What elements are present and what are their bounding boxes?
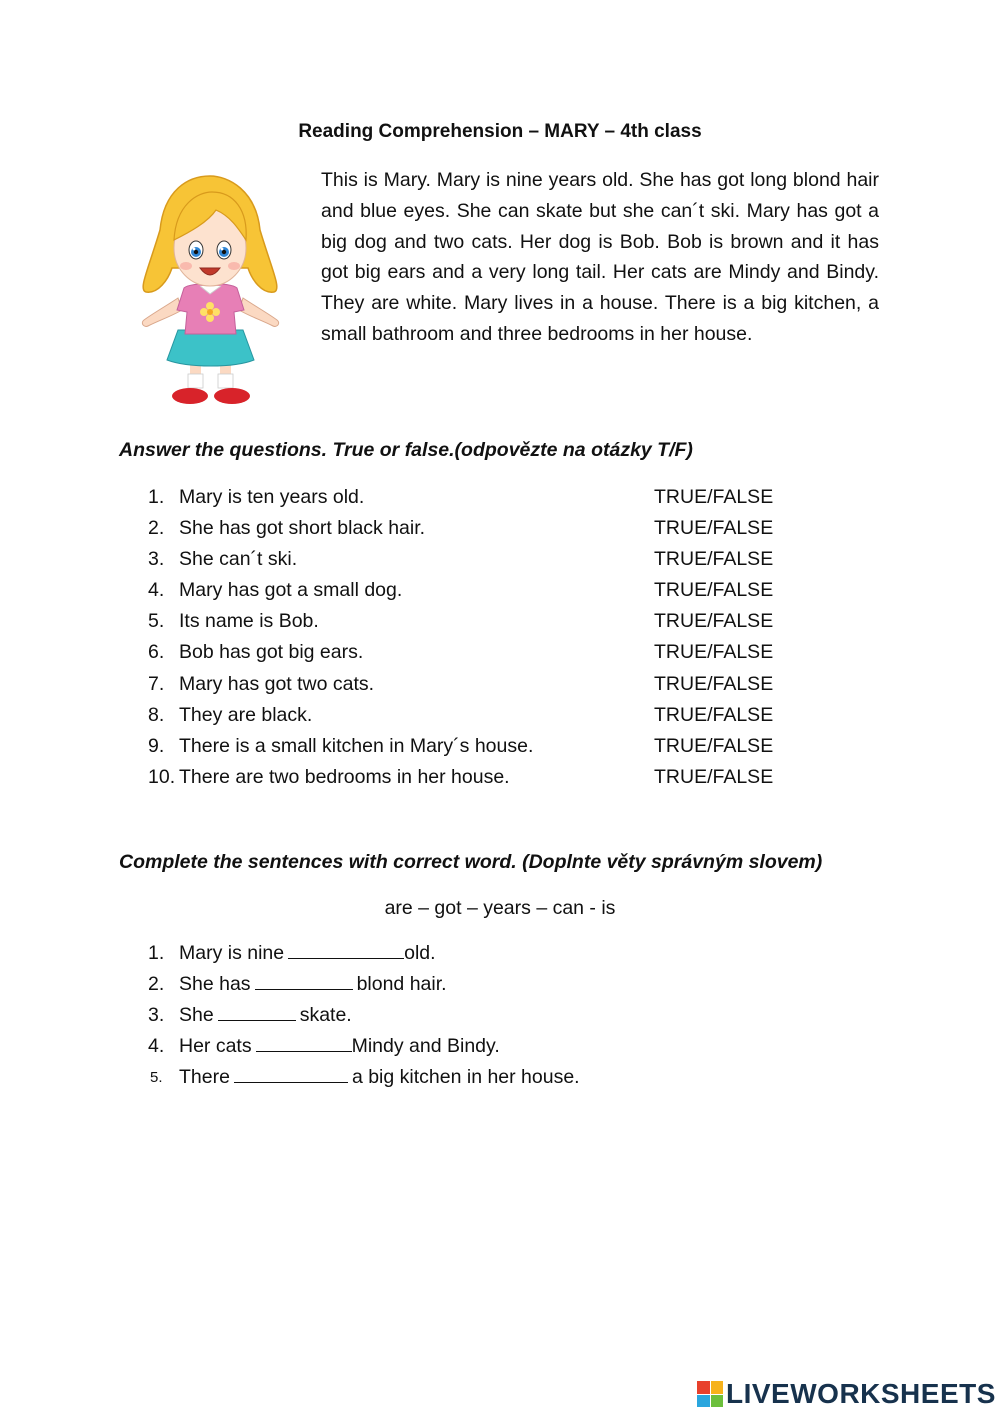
item-number: 1.	[148, 486, 165, 508]
item-number: 7.	[148, 672, 165, 695]
true-false-list	[148, 482, 798, 793]
sentence-start: Her cats	[179, 1035, 252, 1058]
true-false-answer[interactable]: TRUE/FALSE	[654, 610, 774, 633]
sentence-end: a big kitchen in her house.	[351, 1066, 580, 1089]
statement-text: She has got short black hair.	[179, 517, 426, 540]
complete-sentences-instruction: Complete the sentences with correct word. (Doplnte věty správným slovem)	[119, 851, 823, 873]
reading-passage: This is Mary. Mary is nine years old. She has got long blond hair and blue eyes. She can skate but she can´t ski. Mary has got a big dog and two cats. Her dog is Bob. Bob is brown and it has got big ears and a very long tail. Her cats are Mindy and Bindy. They are white. Mary lives in a house. There is a big kitchen, a small bathroom and three bedrooms in her house.	[321, 169, 879, 345]
list-item	[148, 575, 798, 606]
item-number: 10.	[148, 765, 176, 788]
statement-text: Mary is ten years old.	[179, 486, 365, 508]
list-item	[148, 482, 798, 513]
mary-illustration	[138, 170, 283, 412]
statement-text: They are black.	[179, 703, 313, 726]
true-false-answer[interactable]: TRUE/FALSE	[654, 641, 774, 664]
list-item	[148, 544, 798, 575]
answer-blank[interactable]	[218, 1002, 296, 1021]
statement-text: Its name is Bob.	[179, 610, 319, 633]
true-false-answer[interactable]: TRUE/FALSE	[654, 734, 774, 757]
statement-text: There are two bedrooms in her house.	[179, 765, 510, 788]
sentence-start: There	[179, 1066, 230, 1089]
statement-text: Mary has got two cats.	[179, 672, 375, 695]
item-number: 6.	[148, 641, 165, 664]
answer-blank[interactable]	[256, 1033, 352, 1052]
item-number: 2.	[148, 973, 165, 996]
logo-icon	[697, 1381, 723, 1407]
item-number: 2.	[148, 517, 165, 540]
statement-text: Mary has got a small dog.	[179, 579, 403, 602]
statement-text: There is a small kitchen in Mary´s house.	[179, 734, 534, 757]
true-false-instruction: Answer the questions. True or false.(odpovězte na otázky T/F)	[119, 439, 693, 461]
list-item	[148, 637, 798, 668]
true-false-answer[interactable]: TRUE/FALSE	[654, 579, 774, 602]
sentence-end: blond hair.	[356, 973, 447, 996]
item-number: 5.	[150, 1069, 163, 1087]
sentence-start: She	[179, 1004, 214, 1027]
item-number: 3.	[148, 548, 165, 571]
sentence-end: old.	[404, 942, 436, 964]
list-item	[148, 606, 798, 637]
sentence-end: Mindy and Bindy.	[351, 1035, 500, 1058]
list-item	[148, 669, 798, 700]
sentence-start: Mary is nine	[179, 942, 285, 964]
logo-text: LIVEWORKSHEETS	[726, 1378, 996, 1409]
true-false-answer[interactable]: TRUE/FALSE	[654, 765, 774, 788]
list-item	[148, 762, 798, 793]
answer-blank[interactable]	[288, 940, 404, 959]
statement-text: She can´t ski.	[179, 548, 298, 571]
true-false-answer[interactable]: TRUE/FALSE	[654, 703, 774, 726]
word-bank: are – got – years – can - is	[384, 897, 616, 919]
answer-blank[interactable]	[255, 971, 353, 990]
statement-text: Bob has got big ears.	[179, 641, 364, 664]
item-number: 9.	[148, 734, 165, 757]
true-false-answer[interactable]: TRUE/FALSE	[654, 548, 774, 571]
list-item	[148, 513, 798, 544]
page-title: Reading Comprehension – MARY – 4th class	[298, 121, 702, 142]
item-number: 4.	[148, 579, 165, 602]
item-number: 5.	[148, 610, 165, 633]
answer-blank[interactable]	[234, 1064, 348, 1083]
list-item	[148, 700, 798, 731]
item-number: 4.	[148, 1035, 165, 1058]
item-number: 1.	[148, 942, 165, 964]
sentence-start: She has	[179, 973, 251, 996]
true-false-answer[interactable]: TRUE/FALSE	[654, 517, 774, 540]
item-number: 3.	[148, 1004, 165, 1027]
liveworksheets-logo[interactable]	[697, 1378, 996, 1410]
sentence-end: skate.	[299, 1004, 352, 1027]
true-false-answer[interactable]: TRUE/FALSE	[654, 486, 774, 508]
true-false-answer[interactable]: TRUE/FALSE	[654, 672, 774, 695]
item-number: 8.	[148, 703, 165, 726]
list-item	[148, 731, 798, 762]
